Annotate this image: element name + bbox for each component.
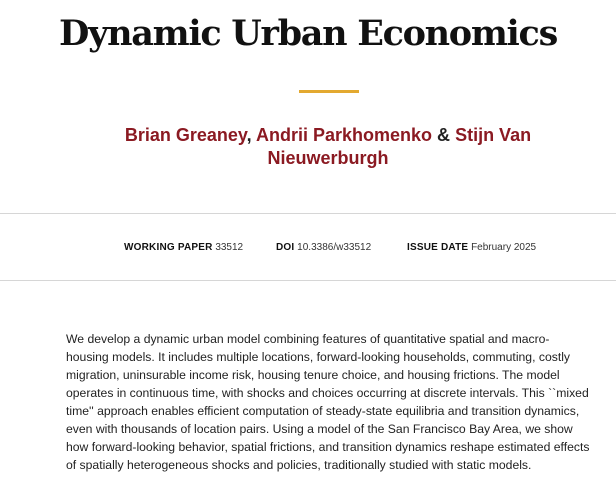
issue-date bbox=[407, 242, 536, 253]
working-paper-number bbox=[124, 242, 243, 253]
doi bbox=[276, 242, 371, 253]
author-separator: & bbox=[437, 125, 451, 145]
doi-label: DOI bbox=[276, 242, 295, 253]
working-paper-value: 33512 bbox=[215, 242, 244, 253]
issue-date-label: ISSUE DATE bbox=[407, 242, 469, 253]
paper-meta-band bbox=[0, 213, 616, 281]
author-link-greaney[interactable]: Brian Greaney bbox=[124, 125, 247, 145]
author-separator: , bbox=[246, 125, 252, 145]
page-title: Dynamic Urban Economics bbox=[59, 13, 557, 54]
issue-date-value: February 2025 bbox=[471, 242, 537, 253]
title-accent-rule bbox=[299, 90, 359, 93]
author-list bbox=[70, 124, 586, 170]
working-paper-label: WORKING PAPER bbox=[124, 242, 213, 253]
author-link-van-nieuwerburgh[interactable]: Stijn Van Nieuwerburgh bbox=[267, 125, 532, 168]
abstract-text: We develop a dynamic urban model combining features of quantitative spatial and macro-housing models. It includes multiple locations, forward-looking households, commuting, costly migration, uninsurable income risk, housing tenure choice, and housing frictions. The model operates in continuous time, with shocks and choices occurring at discrete intervals. This ``mixed time'' approach enables efficient computation of steady-state equilibria and transition dynamics, even with thousands of location pairs. Using a model of the San Francisco Bay Area, we show how forward-looking behavior, spatial frictions, and transition dynamics reshape estimated effects of spatially heterogeneous shocks and policies, traditionally studied with static models. bbox=[66, 332, 590, 472]
doi-value[interactable]: 10.3386/w33512 bbox=[297, 242, 372, 253]
author-link-parkhomenko[interactable]: Andrii Parkhomenko bbox=[255, 125, 433, 145]
